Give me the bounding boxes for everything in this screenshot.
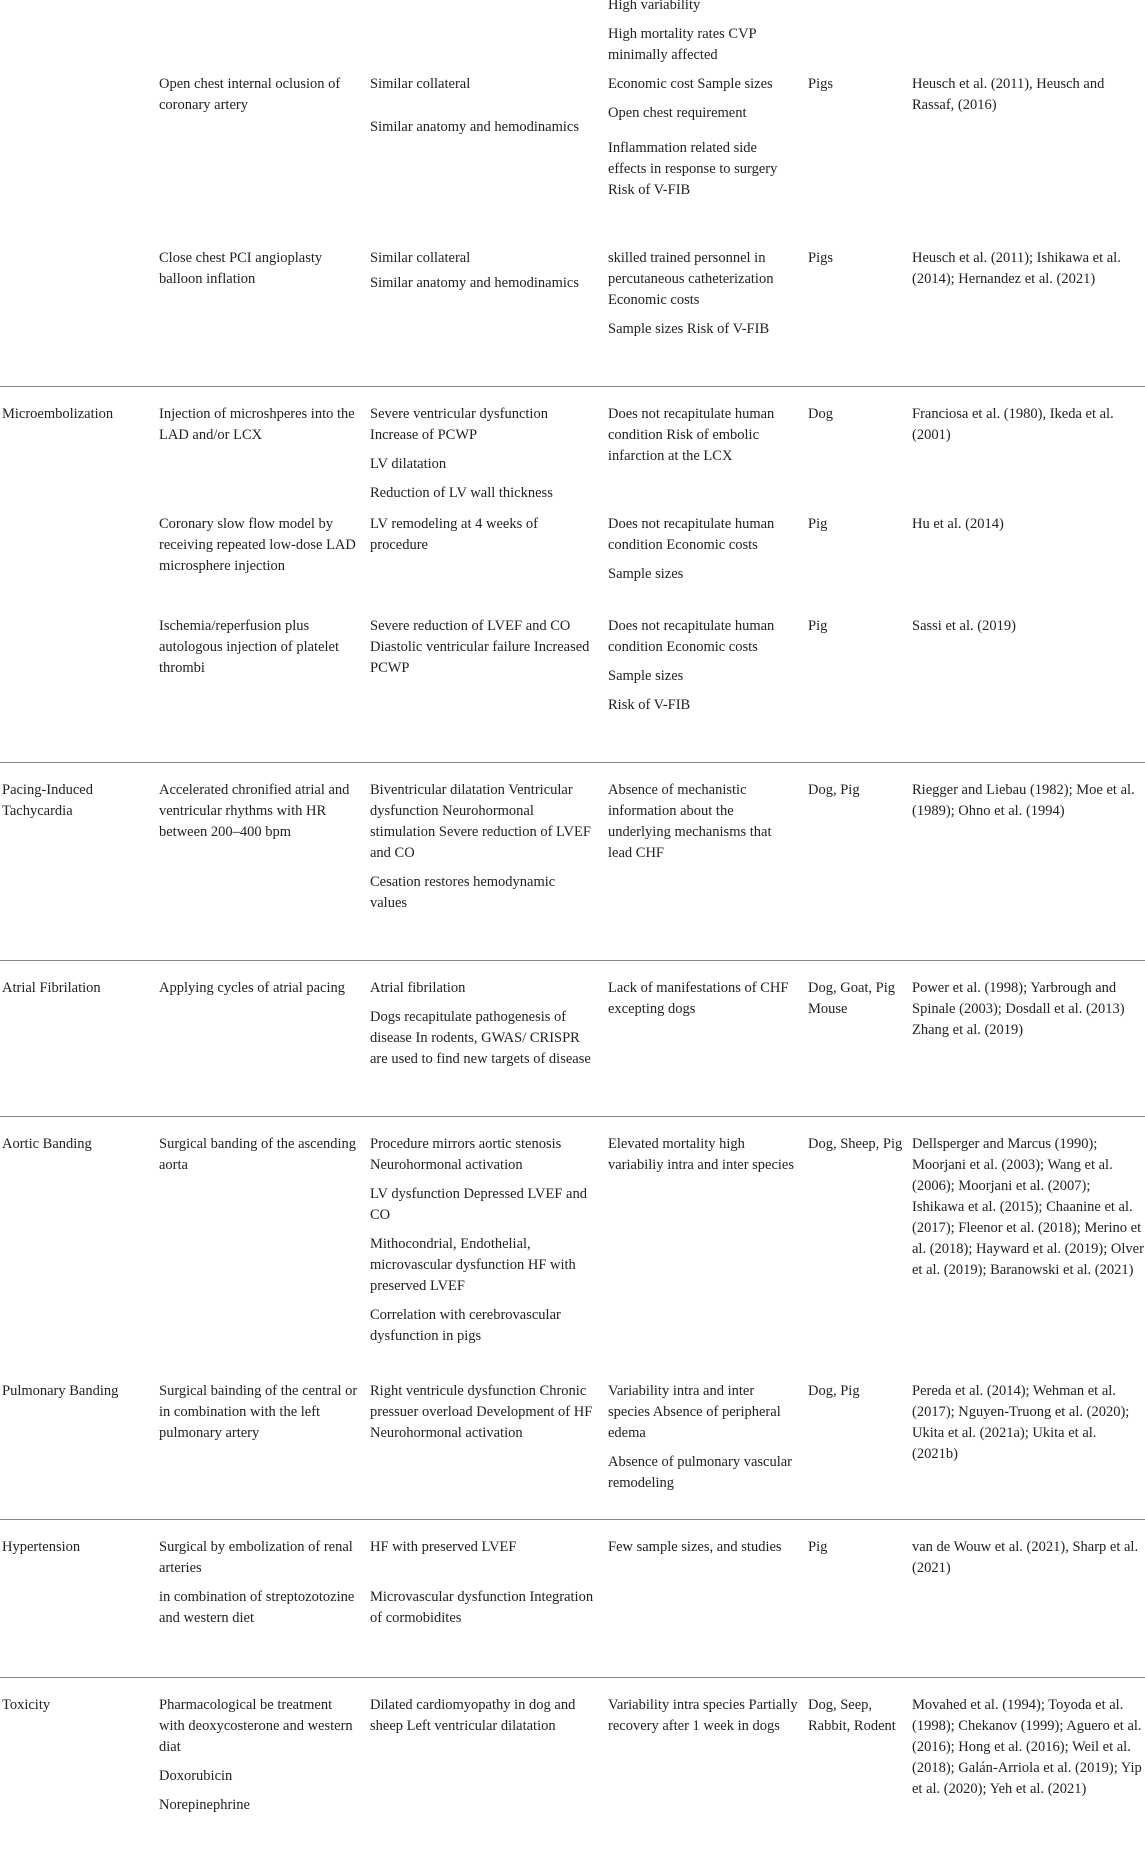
advantage-text: LV remodeling at 4 weeks of procedure xyxy=(370,516,538,553)
disadvantage-text: Does not recapitulate human condition Economic costs xyxy=(608,516,775,553)
species-cell xyxy=(808,404,903,433)
method-text: in combination of streptozotozine and western diet xyxy=(159,1589,355,1626)
species-cell xyxy=(808,978,903,1028)
advantages-cell xyxy=(370,74,595,146)
references-text: Riegger and Liebau (1982); Moe et al. (1989); Ohno et al. (1994) xyxy=(912,782,1135,819)
method-cell xyxy=(159,74,359,124)
species-text: Pig xyxy=(808,618,828,634)
method-text: Pharmacological be treatment with deoxycosterone and western diat xyxy=(159,1697,353,1755)
species-cell xyxy=(808,74,903,103)
advantage-text: Severe ventricular dysfunction Increase of PCWP xyxy=(370,406,548,443)
references-cell xyxy=(912,1537,1145,1587)
disadvantage-text: Economic cost Sample sizes xyxy=(608,76,773,92)
method-cell xyxy=(159,616,359,687)
advantage-text: Reduction of LV wall thickness xyxy=(370,485,553,501)
advantages-cell xyxy=(370,1537,595,1637)
method-text: Norepinephrine xyxy=(159,1797,250,1813)
method-text: Surgical banding of the ascending aorta xyxy=(159,1136,357,1173)
references-cell xyxy=(912,1381,1145,1473)
advantage-text: Cesation restores hemodynamic values xyxy=(370,874,556,911)
disadvantages-cell xyxy=(608,1537,798,1566)
references-text: Franciosa et al. (1980), Ikeda et al. (2001) xyxy=(912,406,1114,443)
disadvantage-text: Sample sizes xyxy=(608,566,684,582)
references-cell xyxy=(912,1695,1145,1808)
table-row xyxy=(0,74,1145,252)
advantages-cell xyxy=(370,616,595,687)
disadvantages-cell xyxy=(608,404,798,475)
references-cell xyxy=(912,74,1145,124)
model-cell xyxy=(2,0,152,3)
table-row xyxy=(0,404,1145,504)
disadvantage-text: Does not recapitulate human condition Economic costs xyxy=(608,618,775,655)
disadvantages-cell xyxy=(608,978,798,1028)
disadvantages-cell xyxy=(608,0,798,74)
disadvantage-text: Sample sizes Risk of V-FIB xyxy=(608,321,770,337)
table-row xyxy=(0,978,1145,1117)
advantage-text: Atrial fibrilation xyxy=(370,980,466,996)
disadvantage-text: Absence of pulmonary vascular remodeling xyxy=(608,1454,793,1491)
advantage-text: Dogs recapitulate pathogenesis of disease In rodents, GWAS/ CRISPR are used to find new targets of disease xyxy=(370,1009,591,1067)
species-text: Dog, Pig xyxy=(808,782,860,798)
method-cell xyxy=(159,1537,359,1637)
references-text: Power et al. (1998); Yarbrough and Spinale (2003); Dosdall et al. (2013) Zhang et al. (2019) xyxy=(912,980,1125,1038)
references-text: Heusch et al. (2011); Ishikawa et al. (2014); Hernandez et al. (2021) xyxy=(912,250,1121,287)
method-text: Surgical bainding of the central or in combination with the left pulmonary artery xyxy=(159,1383,358,1441)
disadvantages-cell xyxy=(608,616,798,724)
method-text: Doxorubicin xyxy=(159,1768,233,1784)
species-cell xyxy=(808,780,903,809)
species-text: Pig xyxy=(808,516,828,532)
species-text: Dog xyxy=(808,406,833,422)
model-name: Atrial Fibrilation xyxy=(2,980,101,996)
method-text: Ischemia/reperfusion plus autologous injection of platelet thrombi xyxy=(159,618,339,676)
advantage-text: Similar anatomy and hemodinamics xyxy=(370,275,579,291)
model-cell xyxy=(2,978,152,1007)
method-text: Close chest PCI angioplasty balloon inflation xyxy=(159,250,323,287)
method-cell xyxy=(159,248,359,298)
advantages-cell xyxy=(370,514,595,564)
model-name: Pulmonary Banding xyxy=(2,1383,119,1399)
model-cell xyxy=(2,404,152,433)
disadvantage-text: Risk of V-FIB xyxy=(608,697,691,713)
model-name: Pacing-Induced Tachycardia xyxy=(2,782,93,819)
disadvantage-text: Sample sizes xyxy=(608,668,684,684)
table-row xyxy=(0,616,1145,763)
method-cell xyxy=(159,1134,359,1184)
disadvantage-text: Few sample sizes, and studies xyxy=(608,1539,782,1555)
references-cell xyxy=(912,780,1145,830)
references-text: Sassi et al. (2019) xyxy=(912,618,1016,634)
advantages-cell xyxy=(370,1381,595,1452)
disadvantages-cell xyxy=(608,74,798,209)
species-text: Dog, Pig xyxy=(808,1383,860,1399)
disadvantages-cell xyxy=(608,1134,798,1184)
method-text: Open chest internal oclusion of coronary artery xyxy=(159,76,341,113)
advantage-text: Procedure mirrors aortic stenosis Neurohormonal activation xyxy=(370,1136,562,1173)
disadvantages-cell xyxy=(608,1381,798,1502)
method-text: Accelerated chronified atrial and ventricular rhythms with HR between 200–400 bpm xyxy=(159,782,350,840)
references-text: Pereda et al. (2014); Wehman et al. (2017); Nguyen-Truong et al. (2020); Ukita et al. (2021a); Ukita et al. (2021b) xyxy=(912,1383,1130,1462)
references-text: Heusch et al. (2011), Heusch and Rassaf, (2016) xyxy=(912,76,1105,113)
disadvantage-text: Absence of mechanistic information about the underlying mechanisms that lead CHF xyxy=(608,782,772,861)
model-name: Microembolization xyxy=(2,406,114,422)
references-cell xyxy=(912,404,1145,454)
advantage-text: Severe reduction of LVEF and CO Diastolic ventricular failure Increased PCWP xyxy=(370,618,590,676)
references-cell xyxy=(912,248,1145,298)
species-cell xyxy=(808,616,903,645)
method-cell xyxy=(159,978,359,1007)
references-cell xyxy=(912,1134,1145,1289)
advantage-text: Biventricular dilatation Ventricular dysfunction Neurohormonal stimulation Severe reduction of LVEF and CO xyxy=(370,782,591,861)
advantage-text: Microvascular dysfunction Integration of cormobidites xyxy=(370,1589,594,1626)
species-cell xyxy=(808,1537,903,1566)
advantage-text: Right ventricule dysfunction Chronic pressuer overload Development of HF Neurohormonal activation xyxy=(370,1383,593,1441)
disadvantages-cell xyxy=(608,514,798,593)
table-row xyxy=(0,1134,1145,1374)
species-cell xyxy=(808,1695,903,1745)
species-cell xyxy=(808,1134,903,1163)
disadvantages-cell xyxy=(608,780,798,872)
advantage-text: Mithocondrial, Endothelial, microvascular dysfunction HF with preserved LVEF xyxy=(370,1236,576,1294)
disadvantage-text: Open chest requirement xyxy=(608,105,747,121)
method-cell xyxy=(159,1381,359,1452)
table-row xyxy=(0,780,1145,961)
table-row xyxy=(0,248,1145,387)
model-cell xyxy=(2,780,152,830)
table-row xyxy=(0,1695,1145,1852)
advantage-text: Similar collateral xyxy=(370,76,471,92)
references-cell xyxy=(912,514,1145,543)
disadvantage-text: High mortality rates CVP minimally affected xyxy=(608,26,757,63)
disadvantage-text: Inflammation related side effects in response to surgery Risk of V-FIB xyxy=(608,140,778,198)
species-cell xyxy=(808,514,903,543)
model-cell xyxy=(2,1695,152,1724)
method-text: Applying cycles of atrial pacing xyxy=(159,980,346,996)
references-cell xyxy=(912,616,1145,645)
method-cell xyxy=(159,780,359,851)
method-cell xyxy=(159,1695,359,1824)
disadvantage-text: skilled trained personnel in percutaneous catheterization Economic costs xyxy=(608,250,774,308)
species-text: Dog, Seep, Rabbit, Rodent xyxy=(808,1697,896,1734)
disadvantage-text: Variability intra species Partially recovery after 1 week in dogs xyxy=(608,1697,798,1734)
disadvantage-text: High variability xyxy=(608,0,701,13)
species-text: Pig xyxy=(808,1539,828,1555)
species-cell xyxy=(808,1381,903,1410)
disadvantage-text: Elevated mortality high variabiliy intra and inter species xyxy=(608,1136,795,1173)
species-text: Dog, Goat, Pig Mouse xyxy=(808,980,895,1017)
disadvantage-text: Variability intra and inter species Absence of peripheral edema xyxy=(608,1383,781,1441)
model-name: Hypertension xyxy=(2,1539,81,1555)
disadvantage-text: Lack of manifestations of CHF excepting dogs xyxy=(608,980,789,1017)
model-cell xyxy=(2,1381,152,1410)
model-cell xyxy=(2,1537,152,1566)
advantage-text: Similar collateral xyxy=(370,250,471,266)
advantage-text: Correlation with cerebrovascular dysfunction in pigs xyxy=(370,1307,561,1344)
table-row xyxy=(0,0,1145,63)
advantage-text: LV dilatation xyxy=(370,456,447,472)
advantage-text: Dilated cardiomyopathy in dog and sheep Left ventricular dilatation xyxy=(370,1697,576,1734)
table-row xyxy=(0,1537,1145,1678)
species-text: Pigs xyxy=(808,76,833,92)
advantage-text: HF with preserved LVEF xyxy=(370,1539,517,1555)
advantage-text: Similar anatomy and hemodinamics xyxy=(370,119,579,135)
advantages-cell xyxy=(370,404,595,512)
species-cell xyxy=(808,248,903,277)
advantages-cell xyxy=(370,978,595,1078)
method-cell xyxy=(159,404,359,454)
method-cell xyxy=(159,514,359,585)
disadvantages-cell xyxy=(608,1695,798,1745)
references-text: van de Wouw et al. (2021), Sharp et al. (2021) xyxy=(912,1539,1139,1576)
disadvantages-cell xyxy=(608,248,798,348)
disadvantage-text: Does not recapitulate human condition Risk of embolic infarction at the LCX xyxy=(608,406,775,464)
species-text: Pigs xyxy=(808,250,833,266)
method-text: Coronary slow flow model by receiving repeated low-dose LAD microsphere injection xyxy=(159,516,356,574)
method-text: Surgical by embolization of renal arteries xyxy=(159,1539,353,1576)
references-text: Hu et al. (2014) xyxy=(912,516,1004,532)
advantages-cell xyxy=(370,1695,595,1745)
references-cell xyxy=(912,978,1145,1049)
model-name: Aortic Banding xyxy=(2,1136,92,1152)
table-row xyxy=(0,1381,1145,1520)
table-row xyxy=(0,514,1145,614)
references-text: Movahed et al. (1994); Toyoda et al. (1998); Chekanov (1999); Aguero et al. (2016); Hong et al. (2016); Weil et al. (2018); Galán-Arriola et al. (2019); Yip et al. (2020); Yeh et al. (2021) xyxy=(912,1697,1142,1797)
advantages-cell xyxy=(370,780,595,922)
advantages-cell xyxy=(370,248,595,302)
advantages-cell xyxy=(370,1134,595,1355)
model-name: Toxicity xyxy=(2,1697,51,1713)
method-text: Injection of microshperes into the LAD and/or LCX xyxy=(159,406,355,443)
species-text: Dog, Sheep, Pig xyxy=(808,1136,903,1152)
advantage-text: LV dysfunction Depressed LVEF and CO xyxy=(370,1186,587,1223)
references-text: Dellsperger and Marcus (1990); Moorjani et al. (2003); Wang et al. (2006); Moorjani et al. (2007); Ishikawa et al. (2015); Chaanine et al. (2017); Fleenor et al. (2018); Merino et al. (2018); Hayward et al. (2019); Olver et al. (2019); Baranowski et al. (2021) xyxy=(912,1136,1144,1278)
model-cell xyxy=(2,1134,152,1163)
